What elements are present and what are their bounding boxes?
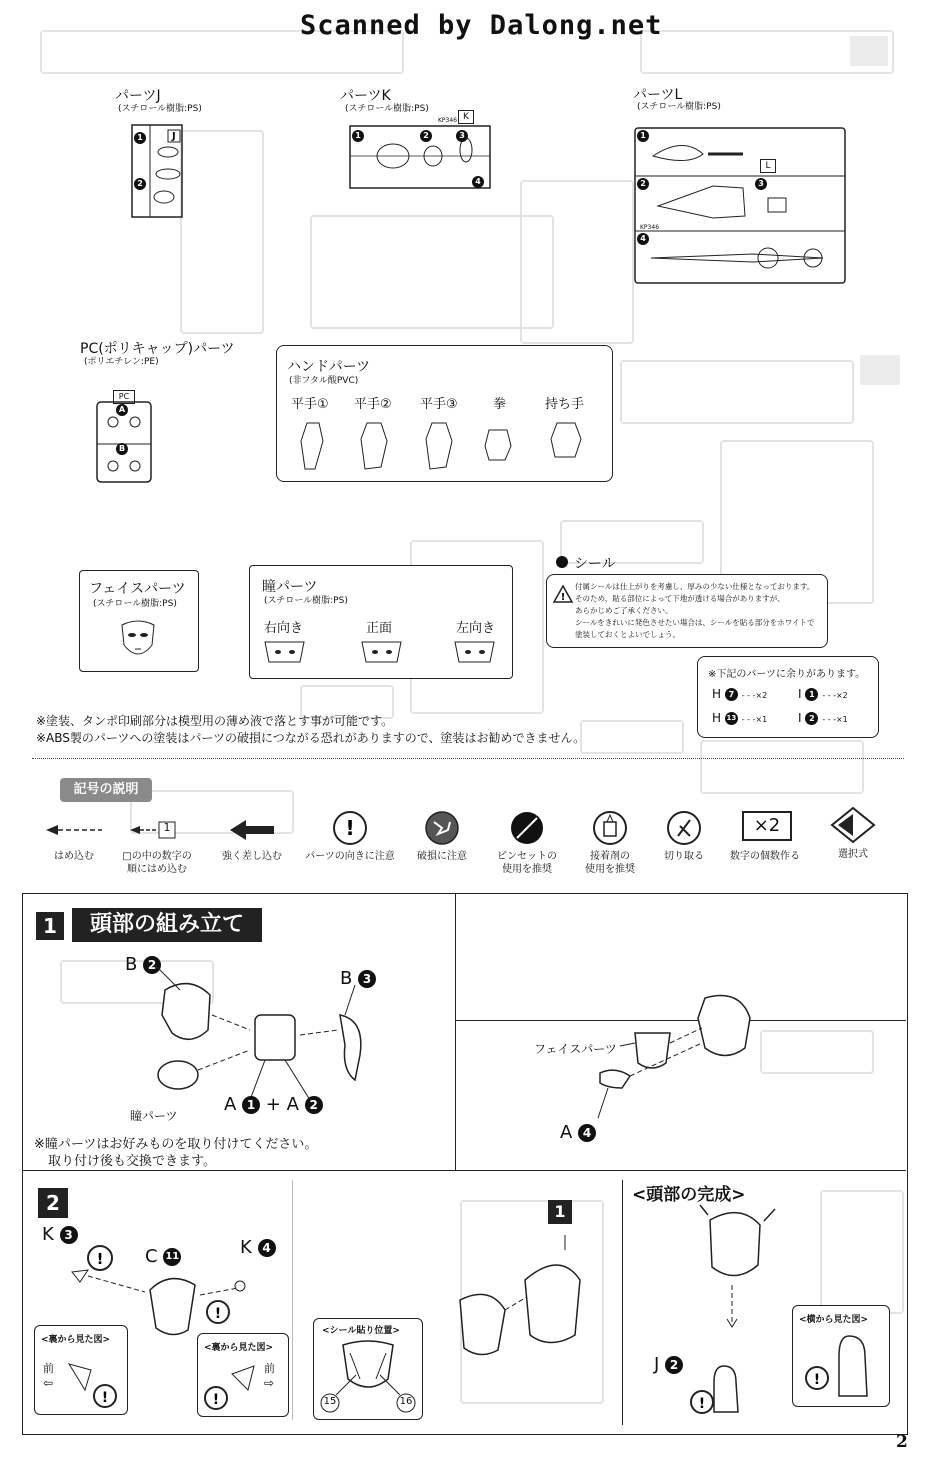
runner-pc-tag: PC xyxy=(113,390,135,404)
choice-icon xyxy=(830,806,876,844)
svg-text:!: ! xyxy=(345,816,355,840)
svg-text:!: ! xyxy=(813,1372,821,1388)
back-view-panel xyxy=(34,1325,128,1415)
runner-pc-callout-a: A xyxy=(116,404,128,416)
runner-l-tag: L xyxy=(760,159,776,173)
runner-l-code: KP346 xyxy=(640,224,660,231)
back-view-illustration xyxy=(202,1362,262,1414)
callout-number: 11 xyxy=(163,1248,181,1266)
spare-parts-title: ※下記のパーツに余りがあります。 xyxy=(708,669,866,680)
seal-number: 15 xyxy=(323,1396,337,1407)
callout-runner: K xyxy=(240,1237,252,1258)
hand-item-label: 拳 xyxy=(493,397,507,412)
runner-k-callout-1: 1 xyxy=(352,130,364,142)
runner-j-tag: J xyxy=(172,131,176,142)
seal-number: 16 xyxy=(399,1396,413,1407)
face-part-label: フェイスパーツ xyxy=(534,1042,617,1056)
callout-runner: K xyxy=(42,1224,54,1245)
note-line: ※ABS製のパーツへの塗装はパーツの破損につながる恐れがありますので、塗装はお勧めできません。 xyxy=(36,731,586,745)
spare-row xyxy=(712,687,767,701)
front-label: 前 xyxy=(264,1362,275,1375)
runner-pc-callout-b: B xyxy=(116,443,128,455)
legend-label: パーツの向きに注意 xyxy=(305,851,395,862)
side-view-title: <横から見た図> xyxy=(799,1315,869,1325)
note-line: ※塗装、タンポ印刷部分は模型用の薄め液で落とす事が可能です。 xyxy=(36,714,394,728)
runner-k-callout-4: 4 xyxy=(472,176,484,188)
arrow-right-icon: ⇨ xyxy=(264,1376,275,1390)
runner-l-illustration xyxy=(633,126,848,286)
legend-label: 接着剤の 使用を推奨 xyxy=(585,851,635,875)
legend-label: □の中の数字の 順にはめ込む xyxy=(122,851,192,875)
svg-text:!: ! xyxy=(214,1306,222,1322)
step-divider xyxy=(22,1170,906,1171)
callout-number: 2 xyxy=(305,1096,323,1114)
callout-runner: B xyxy=(125,954,138,975)
callout-number: 4 xyxy=(258,1239,276,1257)
callout-runner: A xyxy=(224,1094,237,1115)
callout-runner: C xyxy=(145,1246,158,1267)
svg-text:!: ! xyxy=(101,1390,109,1406)
step1-note: 取り付け後も交換できます。 xyxy=(48,1154,216,1169)
step1-splitter xyxy=(455,893,456,1170)
legend-title: 記号の説明 xyxy=(60,778,152,802)
seal-warning-line: そのため、貼る部位によって下地が透ける場合がありますが、 xyxy=(575,594,785,603)
eye-item-label: 左向き xyxy=(456,621,496,636)
spare-runner: H xyxy=(712,687,722,701)
legend-label: ピンセットの 使用を推奨 xyxy=(497,851,557,875)
step1-face-assembly-illustration xyxy=(590,988,760,1118)
spare-runner: H xyxy=(712,711,722,725)
svg-text:!: ! xyxy=(96,1250,104,1268)
parts-j-material: (スチロール樹脂:PS) xyxy=(118,104,202,114)
parts-l-material: (スチロール樹脂:PS) xyxy=(637,102,721,112)
face-parts-title: フェイスパーツ xyxy=(89,581,186,597)
spare-quantity: - - -×2 xyxy=(822,691,848,700)
parts-pc-title: PC(ポリキャップ)パーツ xyxy=(80,341,235,357)
runner-l-callout-3: 3 xyxy=(755,178,767,190)
spare-part-number: 13 xyxy=(725,712,738,725)
hand-item-label: 平手③ xyxy=(420,397,458,412)
hand-illustrations xyxy=(277,418,612,473)
spare-part-number: 2 xyxy=(805,712,818,725)
callout-number: 3 xyxy=(60,1226,78,1244)
spare-part-number: 1 xyxy=(805,688,818,701)
back-view-illustration xyxy=(67,1360,122,1410)
seal-warning-text xyxy=(575,581,814,641)
seal-warning-line: あらかじめご了承ください。 xyxy=(575,606,673,615)
numbered-arrow-glyph: 1 xyxy=(163,821,171,834)
spare-quantity: - - -×1 xyxy=(741,715,768,724)
broken-part-icon xyxy=(424,810,460,846)
hand-parts-panel xyxy=(276,345,613,482)
svg-text:!: ! xyxy=(698,1396,706,1412)
callout-runner: J xyxy=(654,1354,660,1375)
runner-l-callout-2: 2 xyxy=(637,178,649,190)
runner-j-callout-1: 1 xyxy=(134,132,146,144)
glue-icon xyxy=(592,810,628,846)
runner-k-callout-2: 2 xyxy=(420,130,432,142)
seal-position-panel xyxy=(313,1318,423,1420)
runner-l-callout-1: 1 xyxy=(637,130,649,142)
svg-text:!: ! xyxy=(560,592,566,603)
neck-part-illustration xyxy=(688,1360,758,1420)
spare-runner: I xyxy=(798,687,802,701)
runner-k-callout-3: 3 xyxy=(456,130,468,142)
parts-pc-material: (ポリエチレン:PE) xyxy=(84,357,159,367)
part-callout-j2 xyxy=(654,1354,683,1375)
face-parts-material: (スチロール樹脂:PS) xyxy=(93,599,177,609)
svg-text:!: ! xyxy=(212,1392,220,1408)
face-part-illustration xyxy=(118,619,158,664)
seal-warning-line: 塗装しておくとよいでしょう。 xyxy=(575,630,680,639)
callout-runner: A xyxy=(560,1122,573,1143)
multiply-icon: ×2 xyxy=(742,811,792,841)
spare-quantity: - - -×1 xyxy=(822,715,848,724)
ref-step-badge: 1 xyxy=(548,1200,572,1224)
eye-parts-title: 瞳パーツ xyxy=(262,579,318,595)
seal-title: シール xyxy=(574,556,616,572)
spare-parts-box xyxy=(697,656,879,738)
hand-item-label: 持ち手 xyxy=(545,397,585,412)
warning-triangle-icon xyxy=(553,585,573,603)
watermark: Scanned by Dalong.net xyxy=(300,10,663,41)
back-view-title: <裏から見た図> xyxy=(204,1343,274,1353)
runner-j-callout-2: 2 xyxy=(134,178,146,190)
seal-warning-line: 付属シールは仕上がりを考慮し、厚みの少ない仕様となっております。 xyxy=(575,582,815,591)
seal-position-title: <シール貼り位置> xyxy=(322,1326,400,1336)
legend-label: はめ込む xyxy=(54,851,94,862)
callout-number: 3 xyxy=(358,970,376,988)
plus-sign: + xyxy=(265,1094,281,1115)
legend-label: 破損に注意 xyxy=(417,851,467,862)
spare-part-number: 7 xyxy=(725,688,738,701)
head-complete-title: <頭部の完成> xyxy=(632,1185,746,1205)
parts-j-title: パーツJ xyxy=(115,88,161,104)
eye-parts-panel xyxy=(249,565,513,679)
hand-parts-material: (非フタル酸PVC) xyxy=(289,376,359,386)
eye-illustrations xyxy=(262,638,502,668)
tweezers-icon xyxy=(509,810,545,846)
callout-number: 2 xyxy=(665,1356,683,1374)
part-callout-a4 xyxy=(560,1122,596,1143)
callout-runner: B xyxy=(340,968,353,989)
runner-k-tag: K xyxy=(458,110,474,124)
hand-item-label: 平手② xyxy=(354,397,392,412)
legend-label: 数字の個数作る xyxy=(730,851,800,862)
legend-label: 選択式 xyxy=(838,849,868,860)
spare-row xyxy=(798,687,848,701)
callout-number: 4 xyxy=(578,1124,596,1142)
parts-k-title: パーツK xyxy=(340,88,391,104)
front-label: 前 xyxy=(43,1362,54,1375)
callout-number: 2 xyxy=(143,956,161,974)
spare-row xyxy=(712,711,767,725)
face-parts-panel xyxy=(79,570,199,672)
complete-head-illustration xyxy=(680,1205,790,1335)
step1-title: 頭部の組み立て xyxy=(72,908,262,942)
eye-item-label: 右向き xyxy=(264,621,304,636)
parts-k-material: (スチロール樹脂:PS) xyxy=(345,104,429,114)
hand-item-label: 平手① xyxy=(291,397,329,412)
dashed-arrow-icon xyxy=(44,820,104,840)
eye-part-label: 瞳パーツ xyxy=(130,1109,178,1123)
step2-number: 2 xyxy=(38,1188,68,1218)
step1-note: ※瞳パーツはお好みものを取り付けてください。 xyxy=(34,1137,318,1152)
exclamation-icon xyxy=(332,810,368,846)
part-callout-a1-a2 xyxy=(224,1094,323,1115)
runner-k-code: KP346 xyxy=(438,117,458,124)
callout-number: 1 xyxy=(242,1096,260,1114)
hand-parts-title: ハンドパーツ xyxy=(287,359,371,375)
runner-l-callout-4: 4 xyxy=(637,233,649,245)
callout-runner: A xyxy=(286,1094,299,1115)
spare-row xyxy=(798,711,848,725)
eye-parts-material: (スチロール樹脂:PS) xyxy=(264,596,348,606)
bullet-icon xyxy=(556,556,568,568)
part-callout-b2 xyxy=(125,954,161,975)
legend-label: 強く差し込む xyxy=(222,851,282,862)
step2-splitter xyxy=(622,1180,623,1425)
page-number: 2 xyxy=(896,1432,908,1452)
cut-icon xyxy=(666,810,702,846)
divider xyxy=(32,758,904,759)
spare-runner: I xyxy=(798,711,802,725)
parts-l-title: パーツL xyxy=(633,87,683,103)
bold-arrow-icon xyxy=(228,818,276,842)
seal-warning-box xyxy=(546,574,828,648)
side-view-illustration xyxy=(801,1330,883,1402)
legend-label: 切り取る xyxy=(664,851,704,862)
step1-number: 1 xyxy=(36,912,64,940)
arrow-left-icon: ⇦ xyxy=(43,1376,54,1390)
spare-quantity: - - -×2 xyxy=(741,691,768,700)
back-view-panel xyxy=(197,1333,289,1417)
seal-warning-line: シールをきれいに発色させたい場合は、シールを貼る部分をホワイトで xyxy=(575,618,815,627)
eye-item-label: 正面 xyxy=(366,621,393,636)
back-view-title: <裏から見た図> xyxy=(41,1335,111,1345)
side-view-panel xyxy=(792,1305,890,1407)
